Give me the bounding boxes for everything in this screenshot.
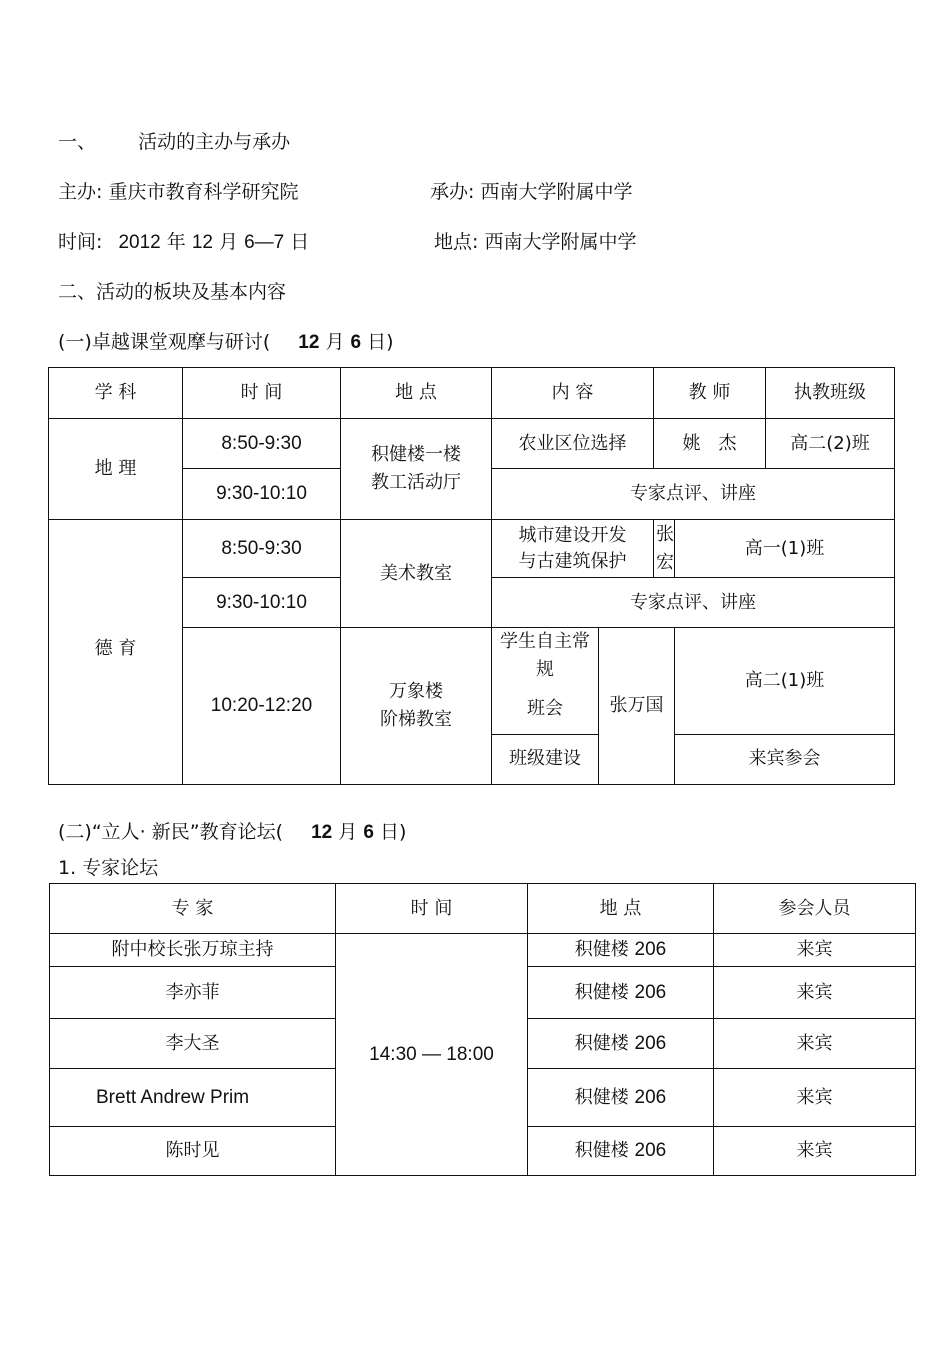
subject-geography: 地 理 [49,419,183,520]
time-text: 9:30-10:10 [216,483,307,504]
time-cell [183,628,341,785]
expert-name: Brett Andrew Prim [96,1086,250,1108]
subsection-2-prefix: (二)“立人· 新民”教育论坛( [58,821,284,843]
organizer-line [58,180,298,204]
expert-cell [50,1069,336,1127]
header-content: 内 容 [492,368,654,419]
subject-moral: 德 育 [49,520,183,785]
content-cell: 农业区位选择 [492,419,654,469]
location-cell [528,934,714,967]
table-row [50,934,916,967]
class-cell: 高二(2)班 [766,419,895,469]
location-cell: 万象楼 阶梯教室 [341,628,492,785]
header-expert: 专 家 [50,884,336,934]
time-text: 9:30-10:10 [216,591,307,613]
time-month-unit: 月 [219,231,239,253]
expert-cell: 李大圣 [50,1019,336,1069]
time-month: 12 [191,232,213,253]
header-class: 执教班级 [766,368,895,419]
organizer-value: 重庆市教育科学研究院 [108,181,299,203]
expert-forum-heading: 1. 专家论坛 [58,857,159,879]
subsection-1-day: 6 [350,332,362,353]
content-cell-bottom: 班会 [492,684,599,734]
subsection-1-suffix: 日) [367,331,394,353]
content-cell-top: 学生自主常规 [492,628,599,685]
header-attendees: 参会人员 [714,884,916,934]
forum-table [49,883,916,1176]
subsection-2-suffix: 日) [379,821,407,843]
attendees-cell: 来宾 [714,1127,916,1176]
time-label: 时间: [58,231,103,253]
location-cell [528,967,714,1019]
place-label: 地点: [434,231,479,253]
header-teacher: 教 师 [654,368,766,419]
teacher-cell: 张万国 [599,628,675,785]
header-time: 时 间 [336,884,528,934]
subsection-2-month: 12 [311,822,333,843]
expert-cell: 陈时见 [50,1127,336,1176]
time-text: 8:50-9:30 [221,432,302,454]
location-cell [528,1127,714,1176]
location-cell [528,1019,714,1069]
location-room: 206 [634,981,667,1003]
organizer-label: 主办: [58,181,103,203]
location-building: 积健楼 [574,1086,629,1108]
place-value: 西南大学附属中学 [484,231,637,253]
attendees-cell: 来宾 [714,967,916,1019]
location-building: 积健楼 [574,939,629,960]
attendees-cell: 来宾 [714,934,916,967]
time-cell [183,578,341,628]
header-location: 地 点 [341,368,492,419]
location-cell [528,1069,714,1127]
table-row [49,520,895,578]
class-cell: 高一(1)班 [675,520,895,578]
section-1-heading [58,130,290,154]
subsection-1-prefix: (一)卓越课堂观摩与研讨( [58,331,271,353]
location-cell: 积健楼一楼 教工活动厅 [341,419,492,520]
subsection-1-heading [58,330,394,355]
time-day-unit: 日 [290,231,310,253]
location-room: 206 [634,939,667,960]
time-line [58,230,309,255]
table-header-row [49,368,895,419]
location-cell: 美术教室 [341,520,492,628]
time-cell [183,419,341,469]
host-value: 西南大学附属中学 [480,181,633,203]
time-cell [183,520,341,578]
location-room: 206 [634,1086,667,1108]
attendees-cell: 来宾 [714,1019,916,1069]
forum-time-text: 14:30 — 18:00 [369,1043,494,1065]
host-label: 承办: [430,181,475,203]
subsection-2-month-unit: 月 [338,821,358,843]
time-cell [183,469,341,520]
time-year-unit: 年 [166,231,186,253]
subsection-1-month: 12 [298,332,320,353]
lecture-cell: 专家点评、讲座 [492,469,895,520]
time-year: 2012 [118,232,161,253]
time-text: 10:20-12:20 [210,694,313,716]
table-row [49,419,895,469]
host-line [430,180,632,204]
section-1-title: 活动的主办与承办 [138,131,291,153]
guests-cell: 来宾参会 [675,734,895,784]
subsection-2-day: 6 [363,822,374,843]
subsection-2-heading [58,820,406,845]
location-building: 积健楼 [574,1032,629,1054]
section-2-heading: 二、活动的板块及基本内容 [58,281,287,303]
header-location: 地 点 [528,884,714,934]
expert-cell: 李亦菲 [50,967,336,1019]
header-subject: 学 科 [49,368,183,419]
expert-cell: 附中校长张万琼主持 [50,934,336,967]
forum-header-row [50,884,916,934]
location-room: 206 [634,1140,667,1161]
class-cell: 高二(1)班 [675,628,895,735]
lecture-cell: 专家点评、讲座 [492,578,895,628]
teacher-cell: 张 宏 [654,520,675,578]
place-line [434,230,636,254]
time-text: 8:50-9:30 [221,537,302,559]
header-time: 时 间 [183,368,341,419]
location-building: 积健楼 [574,1140,629,1161]
time-days: 6—7 [244,232,285,253]
schedule-table [48,367,895,785]
location-building: 积健楼 [574,981,629,1003]
teacher-cell: 姚 杰 [654,419,766,469]
location-room: 206 [634,1032,667,1054]
subsection-1-month-unit: 月 [325,331,345,353]
attendees-cell: 来宾 [714,1069,916,1127]
section-1-number: 一、 [58,131,97,153]
content-cell: 班级建设 [492,734,599,784]
forum-time-cell [336,934,528,1176]
content-cell: 城市建设开发 与古建筑保护 [492,520,654,578]
